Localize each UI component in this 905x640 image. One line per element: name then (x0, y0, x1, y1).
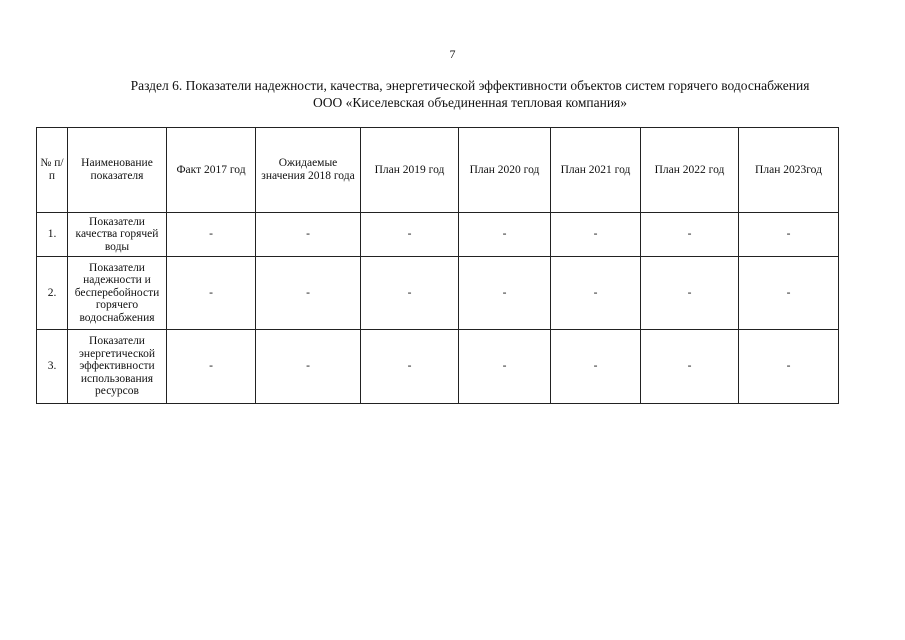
header-plan-2019: План 2019 год (361, 128, 459, 213)
value-plan-2019: - (361, 330, 459, 404)
value-plan-2021: - (551, 213, 641, 257)
value-plan-2021: - (551, 257, 641, 330)
header-plan-2020: План 2020 год (459, 128, 551, 213)
value-plan-2020: - (459, 213, 551, 257)
table-row (37, 257, 839, 330)
value-plan-2021: - (551, 330, 641, 404)
value-plan-2020: - (459, 330, 551, 404)
header-plan-2022: План 2022 год (641, 128, 739, 213)
value-plan-2020: - (459, 257, 551, 330)
value-plan-2023: - (739, 330, 839, 404)
value-expected-2018: - (256, 213, 361, 257)
value-fact-2017: - (167, 330, 256, 404)
header-plan-2021: План 2021 год (551, 128, 641, 213)
value-plan-2023: - (739, 213, 839, 257)
row-number: 2. (37, 257, 68, 330)
table-row (37, 213, 839, 257)
table-header-row (37, 128, 839, 213)
value-expected-2018: - (256, 257, 361, 330)
indicators-table (36, 127, 839, 404)
section-title (60, 77, 880, 111)
section-title-line-1: Раздел 6. Показатели надежности, качества, энергетической эффективности объектов систем горячего водоснабжения (130, 78, 810, 93)
value-plan-2023: - (739, 257, 839, 330)
value-expected-2018: - (256, 330, 361, 404)
value-plan-2022: - (641, 213, 739, 257)
value-fact-2017: - (167, 257, 256, 330)
value-plan-2022: - (641, 330, 739, 404)
indicator-name: Показатели качества горячей воды (68, 213, 167, 257)
header-plan-2023: План 2023год (739, 128, 839, 213)
value-fact-2017: - (167, 213, 256, 257)
indicator-name: Показатели энергетической эффективности использования ресурсов (68, 330, 167, 404)
row-number: 1. (37, 213, 68, 257)
value-plan-2019: - (361, 213, 459, 257)
table-row (37, 330, 839, 404)
value-plan-2022: - (641, 257, 739, 330)
row-number: 3. (37, 330, 68, 404)
indicator-name: Показатели надежности и бесперебойности горячего водоснабжения (68, 257, 167, 330)
section-title-line-2: ООО «Киселевская объединенная тепловая компания» (312, 95, 628, 110)
header-fact-2017: Факт 2017 год (167, 128, 256, 213)
header-num: № п/п (37, 128, 68, 213)
header-name: Наименование показателя (68, 128, 167, 213)
value-plan-2019: - (361, 257, 459, 330)
page-number: 7 (449, 47, 456, 61)
header-expected-2018: Ожидаемые значения 2018 года (256, 128, 361, 213)
